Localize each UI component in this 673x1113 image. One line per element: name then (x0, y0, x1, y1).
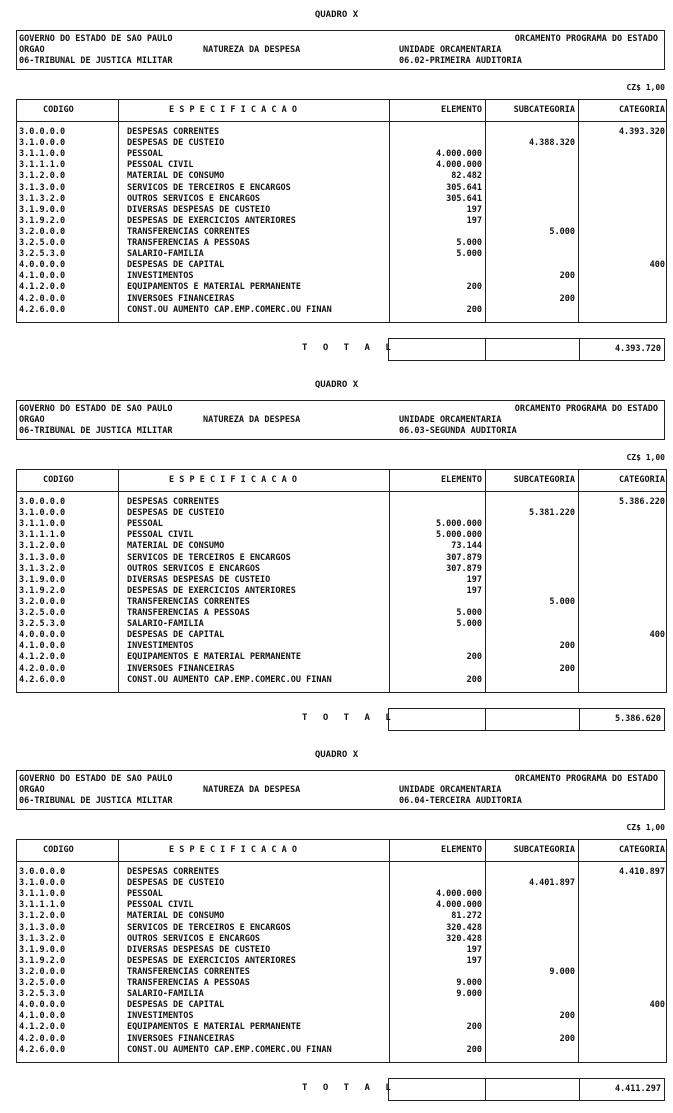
codigo-cell: 3.1.3.2.0 (19, 933, 66, 944)
elemento-cell: 9.000 (456, 989, 482, 1000)
natureza-label: NATUREZA DA DESPESA (203, 415, 301, 425)
codigo-cell: 4.0.0.0.0 (19, 630, 66, 641)
currency-unit: CZ$ 1,00 (626, 453, 665, 462)
especificacao-cell: TRANSFERENCIAS CORRENTES (127, 226, 250, 237)
unidade-label: UNIDADE ORCAMENTARIA (399, 45, 502, 55)
elemento-cell: 200 (466, 674, 482, 685)
elemento-cell: 5.000 (456, 608, 482, 618)
elemento-cell: 200 (466, 1022, 482, 1033)
subcategoria-cell: 200 (559, 1011, 575, 1022)
elemento-cell: 197 (466, 944, 482, 955)
categoria-cell: 4.410.897 (618, 867, 665, 877)
header-especificacao: E S P E C I F I C A C A O (169, 475, 297, 485)
categoria-cell: 4.393.320 (618, 127, 665, 137)
especificacao-cell: MATERIAL DE CONSUMO (127, 171, 225, 182)
elemento-cell: 9.000 (456, 978, 482, 988)
codigo-cell: 3.0.0.0.0 (19, 497, 66, 507)
especificacao-cell: DESPESAS DE CAPITAL (127, 260, 225, 271)
table-row (17, 171, 666, 182)
expense-table (16, 469, 667, 693)
table-row (17, 945, 666, 956)
categoria-cell: 400 (649, 630, 665, 641)
header-categoria: CATEGORIA (618, 105, 665, 115)
codigo-cell: 3.1.9.0.0 (19, 204, 66, 215)
orcamento-label: ORCAMENTO PROGRAMA DO ESTADO (514, 34, 658, 44)
table-row (17, 923, 666, 934)
elemento-cell: 4.000.000 (435, 160, 482, 171)
especificacao-cell: TRANSFERENCIAS A PESSOAS (127, 238, 250, 248)
especificacao-cell: INVERSOES FINANCEIRAS (127, 663, 235, 674)
especificacao-cell: EQUIPAMENTOS E MATERIAL PERMANENTE (127, 282, 301, 293)
especificacao-cell: CONST.OU AUMENTO CAP.EMP.COMERC.OU FINAN (127, 304, 332, 315)
codigo-cell: 3.1.9.0.0 (19, 944, 66, 955)
table-row (17, 878, 666, 889)
especificacao-cell: INVESTIMENTOS (127, 271, 194, 282)
codigo-cell: 4.1.0.0.0 (19, 271, 66, 282)
elemento-cell: 73.144 (451, 541, 482, 552)
expense-table (16, 99, 667, 323)
orcamento-label: ORCAMENTO PROGRAMA DO ESTADO (514, 404, 658, 414)
codigo-cell: 4.2.0.0.0 (19, 293, 66, 304)
codigo-cell: 3.1.3.2.0 (19, 563, 66, 574)
codigo-cell: 4.2.6.0.0 (19, 674, 66, 685)
codigo-cell: 3.1.0.0.0 (19, 138, 66, 149)
especificacao-cell: PESSOAL (127, 889, 163, 900)
table-row (17, 282, 666, 293)
codigo-cell: 3.2.0.0.0 (19, 966, 66, 977)
codigo-cell: 3.1.9.2.0 (19, 215, 66, 226)
orgao-value: 06-TRIBUNAL DE JUSTICA MILITAR (19, 426, 173, 436)
elemento-cell: 305.641 (446, 193, 482, 204)
header-box (16, 30, 665, 70)
codigo-cell: 4.2.6.0.0 (19, 304, 66, 315)
especificacao-cell: OUTROS SERVICOS E ENCARGOS (127, 193, 261, 204)
elemento-cell: 4.000.000 (435, 149, 482, 160)
especificacao-cell: INVESTIMENTOS (127, 1011, 194, 1022)
elemento-cell: 200 (466, 1044, 482, 1055)
elemento-cell: 5.000.000 (435, 530, 482, 541)
currency-unit: CZ$ 1,00 (626, 823, 665, 832)
header-subcategoria: SUBCATEGORIA (513, 105, 575, 115)
table-row (17, 497, 666, 508)
elemento-cell: 320.428 (446, 933, 482, 944)
header-codigo: CODIGO (43, 845, 74, 855)
currency-unit: CZ$ 1,00 (626, 83, 665, 92)
especificacao-cell: DESPESAS DE EXERCICIOS ANTERIORES (127, 955, 296, 966)
subcategoria-cell: 200 (559, 1033, 575, 1044)
especificacao-cell: CONST.OU AUMENTO CAP.EMP.COMERC.OU FINAN (127, 674, 332, 685)
elemento-cell: 320.428 (446, 922, 482, 933)
table-row (17, 956, 666, 967)
especificacao-cell: OUTROS SERVICOS E ENCARGOS (127, 933, 261, 944)
table-row (17, 664, 666, 675)
subcategoria-cell: 5.000 (549, 596, 575, 607)
codigo-cell: 3.0.0.0.0 (19, 867, 66, 877)
quadro-title: QUADRO X (314, 750, 359, 760)
especificacao-cell: DESPESAS DE CUSTEIO (127, 878, 225, 889)
unidade-value: 06.04-TERCEIRA AUDITORIA (399, 796, 522, 806)
table-row (17, 934, 666, 945)
codigo-cell: 3.2.0.0.0 (19, 596, 66, 607)
codigo-cell: 3.1.0.0.0 (19, 508, 66, 519)
total-box (388, 1078, 665, 1101)
table-row (17, 619, 666, 630)
codigo-cell: 3.1.3.2.0 (19, 193, 66, 204)
table-row (17, 608, 666, 619)
codigo-cell: 4.1.0.0.0 (19, 1011, 66, 1022)
codigo-cell: 3.1.1.1.0 (19, 160, 66, 171)
subcategoria-cell: 5.381.220 (528, 508, 575, 519)
table-row (17, 867, 666, 878)
table-row (17, 238, 666, 249)
elemento-cell: 200 (466, 304, 482, 315)
total-value: 4.411.297 (614, 1084, 661, 1094)
orcamento-label: ORCAMENTO PROGRAMA DO ESTADO (514, 774, 658, 784)
header-elemento: ELEMENTO (441, 105, 482, 115)
codigo-cell: 3.1.3.0.0 (19, 552, 66, 563)
governo-label: GOVERNO DO ESTADO DE SAO PAULO (19, 34, 173, 44)
header-categoria: CATEGORIA (618, 845, 665, 855)
codigo-cell: 3.1.0.0.0 (19, 878, 66, 889)
elemento-cell: 307.879 (446, 552, 482, 563)
especificacao-cell: SALARIO-FAMILIA (127, 619, 204, 630)
orgao-value: 06-TRIBUNAL DE JUSTICA MILITAR (19, 796, 173, 806)
codigo-cell: 3.1.2.0.0 (19, 911, 66, 922)
especificacao-cell: TRANSFERENCIAS CORRENTES (127, 966, 250, 977)
table-row (17, 630, 666, 641)
especificacao-cell: MATERIAL DE CONSUMO (127, 541, 225, 552)
table-row (17, 294, 666, 305)
subcategoria-cell: 200 (559, 271, 575, 282)
table-row (17, 205, 666, 216)
especificacao-cell: EQUIPAMENTOS E MATERIAL PERMANENTE (127, 652, 301, 663)
codigo-cell: 3.1.1.1.0 (19, 900, 66, 911)
table-row (17, 183, 666, 194)
natureza-label: NATUREZA DA DESPESA (203, 45, 301, 55)
especificacao-cell: DESPESAS DE EXERCICIOS ANTERIORES (127, 215, 296, 226)
codigo-cell: 3.1.9.2.0 (19, 585, 66, 596)
total-box (388, 338, 665, 361)
header-box (16, 400, 665, 440)
subcategoria-cell: 200 (559, 663, 575, 674)
especificacao-cell: PESSOAL CIVIL (127, 530, 194, 541)
table-row (17, 564, 666, 575)
table-row (17, 597, 666, 608)
especificacao-cell: OUTROS SERVICOS E ENCARGOS (127, 563, 261, 574)
subcategoria-cell: 4.401.897 (528, 878, 575, 889)
subcategoria-cell: 4.388.320 (528, 138, 575, 149)
especificacao-cell: INVERSOES FINANCEIRAS (127, 293, 235, 304)
categoria-cell: 400 (649, 260, 665, 271)
total-value: 5.386.620 (614, 714, 661, 724)
table-row (17, 586, 666, 597)
unidade-label: UNIDADE ORCAMENTARIA (399, 415, 502, 425)
codigo-cell: 3.1.1.0.0 (19, 519, 66, 530)
table-row (17, 227, 666, 238)
governo-label: GOVERNO DO ESTADO DE SAO PAULO (19, 774, 173, 784)
total-label: T O T A L (302, 1083, 396, 1093)
subcategoria-cell: 200 (559, 641, 575, 652)
total-label: T O T A L (302, 713, 396, 723)
quadro-title: QUADRO X (314, 380, 359, 390)
especificacao-cell: DIVERSAS DESPESAS DE CUSTEIO (127, 204, 271, 215)
especificacao-cell: EQUIPAMENTOS E MATERIAL PERMANENTE (127, 1022, 301, 1033)
subcategoria-cell: 200 (559, 293, 575, 304)
table-row (17, 989, 666, 1000)
table-row (17, 675, 666, 686)
table-row (17, 530, 666, 541)
codigo-cell: 3.2.5.3.0 (19, 619, 66, 630)
table-row (17, 1022, 666, 1033)
codigo-cell: 4.2.0.0.0 (19, 663, 66, 674)
especificacao-cell: INVERSOES FINANCEIRAS (127, 1033, 235, 1044)
header-box (16, 770, 665, 810)
elemento-cell: 5.000 (456, 249, 482, 260)
elemento-cell: 197 (466, 955, 482, 966)
codigo-cell: 3.2.5.3.0 (19, 989, 66, 1000)
especificacao-cell: DIVERSAS DESPESAS DE CUSTEIO (127, 574, 271, 585)
total-box (388, 708, 665, 731)
codigo-cell: 3.1.1.0.0 (19, 149, 66, 160)
natureza-label: NATUREZA DA DESPESA (203, 785, 301, 795)
table-row (17, 260, 666, 271)
codigo-cell: 3.1.1.1.0 (19, 530, 66, 541)
elemento-cell: 307.879 (446, 563, 482, 574)
codigo-cell: 3.2.5.0.0 (19, 238, 66, 248)
categoria-cell: 400 (649, 1000, 665, 1011)
table-row (17, 967, 666, 978)
especificacao-cell: DIVERSAS DESPESAS DE CUSTEIO (127, 944, 271, 955)
table-row (17, 889, 666, 900)
table-row (17, 138, 666, 149)
especificacao-cell: DESPESAS DE EXERCICIOS ANTERIORES (127, 585, 296, 596)
table-row (17, 508, 666, 519)
table-row (17, 641, 666, 652)
table-row (17, 149, 666, 160)
codigo-cell: 4.1.0.0.0 (19, 641, 66, 652)
orgao-value: 06-TRIBUNAL DE JUSTICA MILITAR (19, 56, 173, 66)
table-row (17, 541, 666, 552)
elemento-cell: 81.272 (451, 911, 482, 922)
unidade-value: 06.02-PRIMEIRA AUDITORIA (399, 56, 522, 66)
expense-table (16, 839, 667, 1063)
header-categoria: CATEGORIA (618, 475, 665, 485)
total-value: 4.393.720 (614, 344, 661, 354)
codigo-cell: 3.2.5.0.0 (19, 978, 66, 988)
table-header (17, 840, 666, 862)
orgao-label: ORGAO (19, 415, 45, 425)
codigo-cell: 3.1.3.0.0 (19, 182, 66, 193)
especificacao-cell: PESSOAL (127, 519, 163, 530)
especificacao-cell: DESPESAS CORRENTES (127, 127, 220, 137)
codigo-cell: 3.1.9.2.0 (19, 955, 66, 966)
elemento-cell: 197 (466, 204, 482, 215)
table-row (17, 553, 666, 564)
especificacao-cell: TRANSFERENCIAS A PESSOAS (127, 608, 250, 618)
codigo-cell: 3.1.9.0.0 (19, 574, 66, 585)
especificacao-cell: DESPESAS CORRENTES (127, 497, 220, 507)
header-especificacao: E S P E C I F I C A C A O (169, 845, 297, 855)
header-elemento: ELEMENTO (441, 475, 482, 485)
table-row (17, 575, 666, 586)
table-row (17, 519, 666, 530)
especificacao-cell: DESPESAS DE CAPITAL (127, 630, 225, 641)
header-elemento: ELEMENTO (441, 845, 482, 855)
codigo-cell: 4.1.2.0.0 (19, 652, 66, 663)
table-row (17, 1011, 666, 1022)
header-subcategoria: SUBCATEGORIA (513, 845, 575, 855)
especificacao-cell: DESPESAS CORRENTES (127, 867, 220, 877)
codigo-cell: 3.1.3.0.0 (19, 922, 66, 933)
table-row (17, 271, 666, 282)
table-row (17, 1045, 666, 1056)
codigo-cell: 4.0.0.0.0 (19, 1000, 66, 1011)
especificacao-cell: DESPESAS DE CUSTEIO (127, 138, 225, 149)
codigo-cell: 4.2.6.0.0 (19, 1044, 66, 1055)
categoria-cell: 5.386.220 (618, 497, 665, 507)
especificacao-cell: CONST.OU AUMENTO CAP.EMP.COMERC.OU FINAN (127, 1044, 332, 1055)
table-row (17, 1000, 666, 1011)
orgao-label: ORGAO (19, 785, 45, 795)
header-especificacao: E S P E C I F I C A C A O (169, 105, 297, 115)
elemento-cell: 197 (466, 574, 482, 585)
elemento-cell: 4.000.000 (435, 889, 482, 900)
especificacao-cell: PESSOAL (127, 149, 163, 160)
elemento-cell: 305.641 (446, 182, 482, 193)
elemento-cell: 200 (466, 652, 482, 663)
quadro-title: QUADRO X (314, 10, 359, 20)
table-row (17, 652, 666, 663)
codigo-cell: 3.1.2.0.0 (19, 171, 66, 182)
table-row (17, 978, 666, 989)
codigo-cell: 3.2.5.0.0 (19, 608, 66, 618)
total-label: T O T A L (302, 343, 396, 353)
table-row (17, 1034, 666, 1045)
governo-label: GOVERNO DO ESTADO DE SAO PAULO (19, 404, 173, 414)
codigo-cell: 4.0.0.0.0 (19, 260, 66, 271)
elemento-cell: 197 (466, 215, 482, 226)
table-header (17, 100, 666, 122)
elemento-cell: 82.482 (451, 171, 482, 182)
elemento-cell: 200 (466, 282, 482, 293)
orgao-label: ORGAO (19, 45, 45, 55)
codigo-cell: 3.2.0.0.0 (19, 226, 66, 237)
codigo-cell: 3.0.0.0.0 (19, 127, 66, 137)
elemento-cell: 5.000 (456, 238, 482, 248)
header-subcategoria: SUBCATEGORIA (513, 475, 575, 485)
header-codigo: CODIGO (43, 475, 74, 485)
codigo-cell: 3.1.1.0.0 (19, 889, 66, 900)
codigo-cell: 3.1.2.0.0 (19, 541, 66, 552)
table-row (17, 900, 666, 911)
subcategoria-cell: 9.000 (549, 966, 575, 977)
especificacao-cell: SERVICOS DE TERCEIROS E ENCARGOS (127, 552, 291, 563)
elemento-cell: 5.000 (456, 619, 482, 630)
unidade-label: UNIDADE ORCAMENTARIA (399, 785, 502, 795)
especificacao-cell: MATERIAL DE CONSUMO (127, 911, 225, 922)
especificacao-cell: SERVICOS DE TERCEIROS E ENCARGOS (127, 182, 291, 193)
table-row (17, 305, 666, 316)
especificacao-cell: TRANSFERENCIAS A PESSOAS (127, 978, 250, 988)
elemento-cell: 197 (466, 585, 482, 596)
elemento-cell: 5.000.000 (435, 519, 482, 530)
table-row (17, 216, 666, 227)
table-row (17, 127, 666, 138)
especificacao-cell: INVESTIMENTOS (127, 641, 194, 652)
table-row (17, 160, 666, 171)
especificacao-cell: SERVICOS DE TERCEIROS E ENCARGOS (127, 922, 291, 933)
header-codigo: CODIGO (43, 105, 74, 115)
especificacao-cell: DESPESAS DE CAPITAL (127, 1000, 225, 1011)
especificacao-cell: SALARIO-FAMILIA (127, 989, 204, 1000)
table-row (17, 249, 666, 260)
table-row (17, 194, 666, 205)
especificacao-cell: PESSOAL CIVIL (127, 160, 194, 171)
table-header (17, 470, 666, 492)
table-row (17, 911, 666, 922)
especificacao-cell: PESSOAL CIVIL (127, 900, 194, 911)
especificacao-cell: SALARIO-FAMILIA (127, 249, 204, 260)
codigo-cell: 4.2.0.0.0 (19, 1033, 66, 1044)
codigo-cell: 3.2.5.3.0 (19, 249, 66, 260)
subcategoria-cell: 5.000 (549, 226, 575, 237)
unidade-value: 06.03-SEGUNDA AUDITORIA (399, 426, 517, 436)
especificacao-cell: TRANSFERENCIAS CORRENTES (127, 596, 250, 607)
elemento-cell: 4.000.000 (435, 900, 482, 911)
codigo-cell: 4.1.2.0.0 (19, 1022, 66, 1033)
especificacao-cell: DESPESAS DE CUSTEIO (127, 508, 225, 519)
codigo-cell: 4.1.2.0.0 (19, 282, 66, 293)
